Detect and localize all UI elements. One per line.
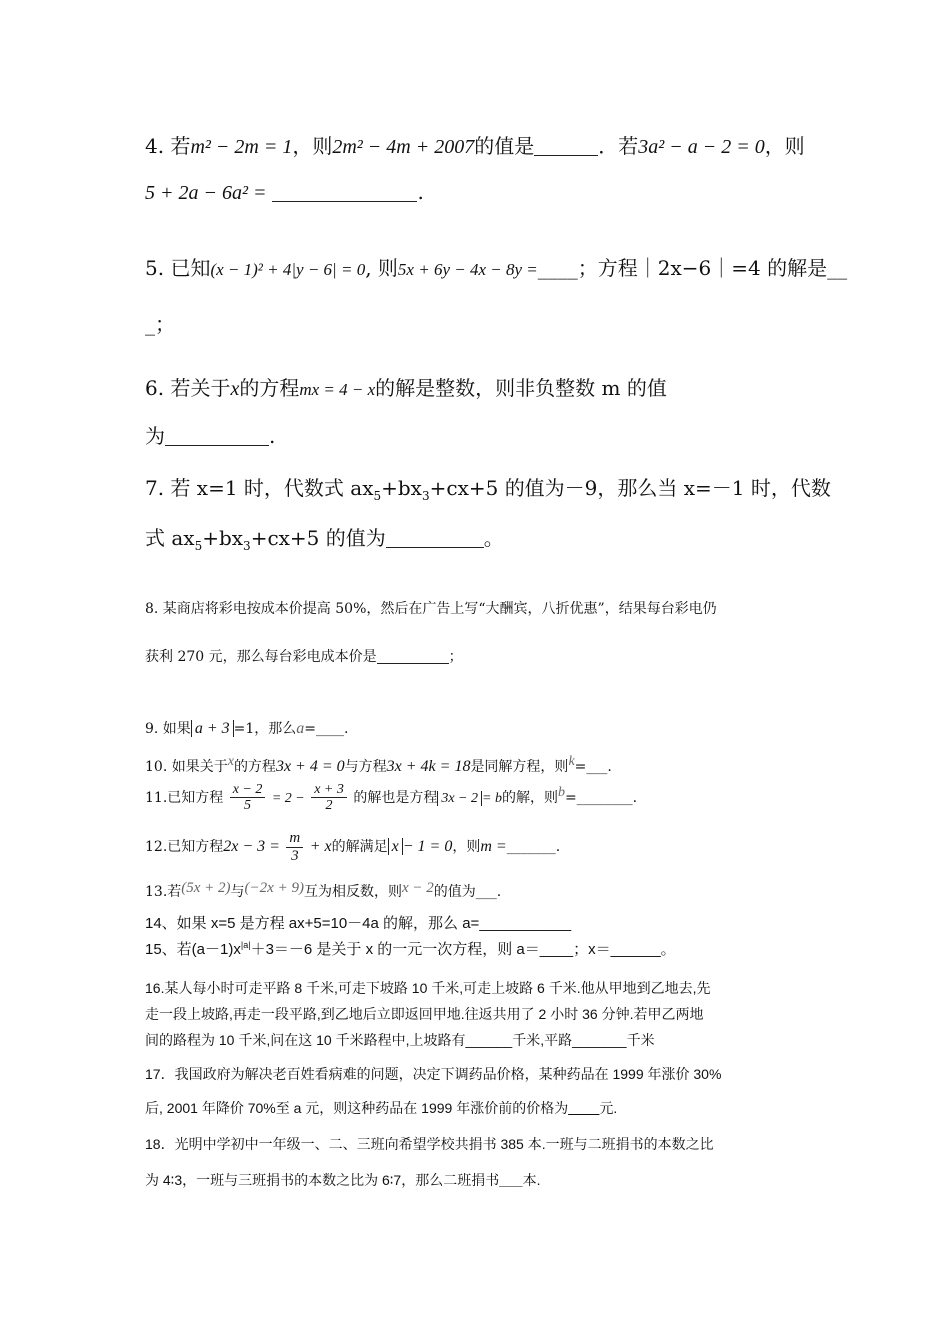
- q4-text: .: [417, 180, 424, 204]
- q12-text: ，则: [452, 839, 481, 855]
- q9-text: =1，那么: [233, 721, 297, 737]
- answer-blank[interactable]: ___: [499, 1172, 523, 1188]
- q4-expression: 2m² − 4m + 2007: [332, 136, 475, 158]
- question-8-line-2: [145, 646, 463, 666]
- question-13: [145, 880, 501, 901]
- q9-variable: a: [296, 720, 305, 737]
- q4-equation-1: m² − 2m = 1: [190, 136, 293, 158]
- q11-fraction-2: [311, 782, 347, 814]
- question-9: [145, 718, 348, 738]
- answer-blank[interactable]: _______: [506, 839, 556, 855]
- q4-text: ，则: [292, 134, 333, 158]
- question-12: [145, 830, 560, 864]
- q13-text: 的值为___.: [433, 884, 502, 900]
- q15-exponent: |a|: [240, 940, 251, 950]
- q11-prefix: 11.已知方程: [145, 789, 224, 806]
- answer-blank[interactable]: [165, 425, 269, 446]
- q12-text: .: [555, 839, 561, 855]
- q4-text: 的值是: [474, 134, 535, 158]
- q8-text: 8. 某商店将彩电按成本价提高 50%，然后在广告上写“大酬宾，八折优惠”，结果每台彩电仍: [145, 601, 717, 617]
- question-17-line-2: [145, 1098, 617, 1118]
- q17-text: 17．我国政府为解决老百姓看病难的问题，决定下调药品价格，某种药品在 1999 年涨价 30%: [145, 1066, 722, 1082]
- q11-text: 的解也是方程: [353, 789, 438, 806]
- q7-subscript: 3: [243, 539, 251, 553]
- q7-text: +cx+5 的值为－9，那么当 x=－1 时，代数: [429, 476, 831, 500]
- q12-equation: − 1 = 0: [402, 838, 453, 855]
- question-18-line-2: [145, 1170, 540, 1190]
- q7-text: 。: [483, 526, 504, 550]
- fraction-numerator: x − 2: [230, 782, 266, 798]
- question-14: [145, 912, 571, 933]
- question-16-line-1: [145, 978, 711, 998]
- q8-text: ；: [448, 649, 463, 665]
- q4-equation-2: 3a² − a − 2 = 0: [638, 136, 765, 158]
- q7-subscript: 5: [373, 489, 382, 503]
- q5-prefix: 5. 已知: [145, 256, 211, 280]
- q5-expression: 5x + 6y − 4x − 8y =: [397, 260, 538, 279]
- question-15: [145, 938, 676, 959]
- question-16-line-3: [145, 1030, 655, 1050]
- question-10: [145, 754, 612, 776]
- q5-text: _；: [145, 312, 175, 336]
- q13-expression-1: (5x + 2): [181, 880, 231, 896]
- q13-text: 与: [230, 884, 245, 900]
- q7-text: 7. 若 x=1 时，代数式 ax: [145, 476, 374, 500]
- q16-text: 16.某人每小时可走平路 8 千米,可走下坡路 10 千米,可走上坡路 6 千米.他从甲地到乙地去,先: [145, 980, 711, 996]
- q11-variable: b: [557, 784, 565, 800]
- q6-variable: x: [230, 378, 240, 400]
- q9-prefix: 9. 如果: [145, 721, 191, 737]
- q10-variable: x: [227, 754, 234, 769]
- q12-equation: m =: [480, 838, 507, 855]
- q4-text: ，则: [764, 134, 805, 158]
- q10-equation-1: 3x + 4 = 0: [275, 758, 345, 775]
- question-4-line-1: [145, 130, 805, 159]
- q11-absolute-value: 3x − 2: [437, 791, 482, 806]
- q14-text: 14、如果 x=5 是方程 ax+5=10－4a 的解，那么 a=: [145, 915, 480, 932]
- answer-blank[interactable]: [534, 135, 598, 156]
- q12-fraction: [286, 830, 303, 864]
- question-16-line-2: [145, 1004, 703, 1024]
- question-6-line-1: [145, 372, 667, 401]
- question-17-line-1: [145, 1064, 721, 1084]
- q9-absolute-value: a + 3: [191, 720, 234, 737]
- q15-text: 15、若(a－1)x: [145, 941, 241, 958]
- q18-text: 18．光明中学初中一年级一、二、三班向希望学校共捐书 385 本.一班与二班捐书的本数之比: [145, 1136, 714, 1152]
- q4-expression-2: 5 + 2a − 6a² =: [145, 182, 267, 204]
- answer-blank[interactable]: ____: [568, 1100, 600, 1116]
- q4-prefix: 4. 若: [145, 134, 191, 158]
- question-8-line-1: [145, 598, 717, 618]
- q18-text: 为 4∶3，一班与三班捐书的本数之比为 6∶7，那么二班捐书: [145, 1172, 500, 1188]
- q11-fraction-1: [230, 782, 266, 814]
- q9-text: =____.: [304, 721, 349, 737]
- q5-equation: (x − 1)² + 4|y − 6| = 0: [210, 260, 366, 279]
- answer-blank[interactable]: [377, 649, 449, 664]
- q6-text: 的解是整数，则非负整数 m 的值: [375, 376, 667, 400]
- q6-text: 的方程: [239, 376, 300, 400]
- q10-variable-k: k: [568, 754, 575, 769]
- fraction-numerator: m: [286, 830, 303, 848]
- q10-text: 与方程: [344, 759, 387, 775]
- q12-equation: + x: [309, 838, 332, 855]
- q13-expression-3: x − 2: [401, 880, 434, 896]
- q10-prefix: 10. 如果关于: [145, 759, 228, 775]
- q7-text: +bx: [381, 476, 422, 500]
- q16-text: 间的路程为 10 千米,问在这 10 千米路程中,上坡路有______千米,平路_______千米: [145, 1032, 655, 1048]
- q17-text: 元.: [599, 1100, 618, 1116]
- q7-text: 式 ax: [145, 526, 195, 550]
- q5-text: ____；方程｜2x−6｜=4 的解是__: [537, 256, 848, 280]
- fraction-denominator: 5: [244, 798, 252, 814]
- question-7-line-1: [145, 472, 831, 503]
- q15-text: ＋3＝－6 是关于 x 的一元一次方程，则 a＝____；x＝______。: [250, 941, 676, 958]
- fraction-denominator: 3: [291, 847, 299, 864]
- q12-equation: 2x − 3 =: [223, 838, 280, 855]
- fraction-denominator: 2: [325, 798, 333, 814]
- q8-text: 获利 270 元，那么每台彩电成本价是: [145, 649, 377, 665]
- q12-text: 的解满足: [331, 839, 388, 855]
- question-7-line-2: [145, 522, 504, 553]
- q10-text: 是同解方程，则: [470, 759, 569, 775]
- q6-text: 为: [145, 424, 165, 448]
- q12-absolute-value: x: [388, 838, 403, 855]
- question-5-line-2: [145, 308, 175, 337]
- question-18-line-1: [145, 1134, 714, 1154]
- q5-text: , 则: [365, 256, 398, 280]
- answer-blank[interactable]: [386, 527, 484, 548]
- q4-text: ．若: [598, 134, 639, 158]
- answer-blank[interactable]: ___________: [479, 915, 572, 932]
- q6-equation: mx = 4 − x: [299, 380, 376, 399]
- q6-prefix: 6. 若关于: [145, 376, 231, 400]
- q17-text: 后, 2001 年降价 70%至 a 元，则这种药品在 1999 年涨价前的价格为: [145, 1100, 569, 1116]
- q7-subscript: 5: [194, 539, 203, 553]
- question-5-line-1: [145, 252, 847, 281]
- q11-text: =________.: [564, 789, 638, 806]
- q7-subscript: 3: [421, 489, 430, 503]
- q16-text: 走一段上坡路,再走一段平路,到乙地后立即返回甲地.往返共用了 2 小时 36 分钟.若甲乙两地: [145, 1006, 704, 1022]
- q10-text: =___.: [574, 759, 612, 775]
- q11-text: 的解，则: [501, 789, 558, 806]
- q18-text: 本.: [522, 1172, 541, 1188]
- q13-expression-2: (−2x + 9): [244, 880, 304, 896]
- q13-prefix: 13.若: [145, 884, 182, 900]
- q7-text: +cx+5 的值为: [250, 526, 386, 550]
- q11-text: = 2 −: [271, 790, 305, 806]
- question-6-line-2: 为 .: [145, 424, 276, 448]
- q12-prefix: 12.已知方程: [145, 839, 224, 855]
- q11-text: = b: [482, 790, 502, 806]
- question-4-line-2: [145, 180, 424, 205]
- q10-text: 的方程: [233, 759, 276, 775]
- q7-text: +bx: [202, 526, 244, 550]
- fraction-numerator: x + 3: [311, 782, 347, 798]
- answer-blank[interactable]: [272, 181, 417, 202]
- question-11: [145, 782, 637, 814]
- q10-equation-2: 3x + 4k = 18: [386, 758, 471, 775]
- q13-text: 互为相反数，则: [303, 884, 402, 900]
